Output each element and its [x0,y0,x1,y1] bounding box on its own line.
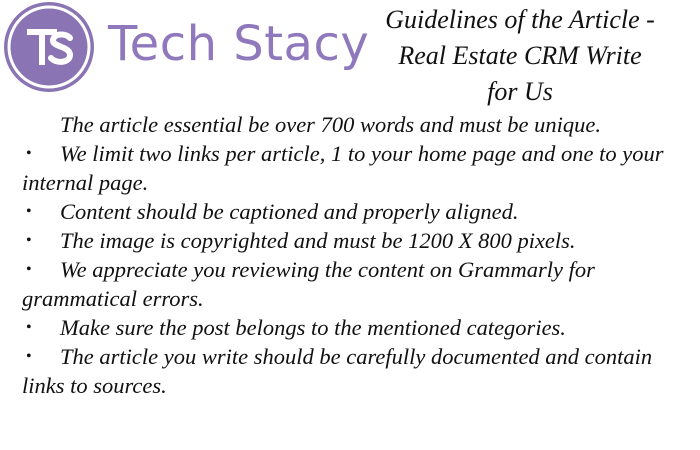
guidelines-content [22,110,690,400]
list-item-text: The image is copyrighted and must be 1200 X 800 pixels. [60,228,576,253]
list-item-text: The article you write should be carefully documented and contain links to sources. [22,344,653,398]
logo-monogram-badge [4,2,94,92]
guidelines-list [22,139,690,400]
list-item [22,197,690,226]
list-item-text: Make sure the post belongs to the mentioned categories. [60,315,566,340]
list-item [22,139,690,197]
bullet-icon: • [26,319,32,336]
list-item [22,313,690,342]
list-item-text: Content should be captioned and properly aligned. [60,199,519,224]
ts-monogram-icon [4,2,94,92]
page-title [360,2,680,110]
bullet-icon: • [26,203,32,220]
brand-name: Tech Stacy [108,16,370,72]
bullet-icon: • [26,232,32,249]
title-line-1: Guidelines of the Article - [385,5,655,34]
bullet-icon: • [26,261,32,278]
brand-logo [2,0,370,96]
bullet-icon: • [26,348,32,365]
list-item [22,255,690,313]
list-item-text: We limit two links per article, 1 to your home page and one to your internal page. [22,141,664,195]
title-line-3: for Us [487,77,553,106]
title-line-2: Real Estate CRM Write [398,41,642,70]
intro-paragraph: The article essential be over 700 words and must be unique. [60,112,601,137]
list-item [22,342,690,400]
bullet-icon: • [26,145,32,162]
list-item-text: We appreciate you reviewing the content on Grammarly for grammatical errors. [22,257,595,311]
list-item [22,226,690,255]
